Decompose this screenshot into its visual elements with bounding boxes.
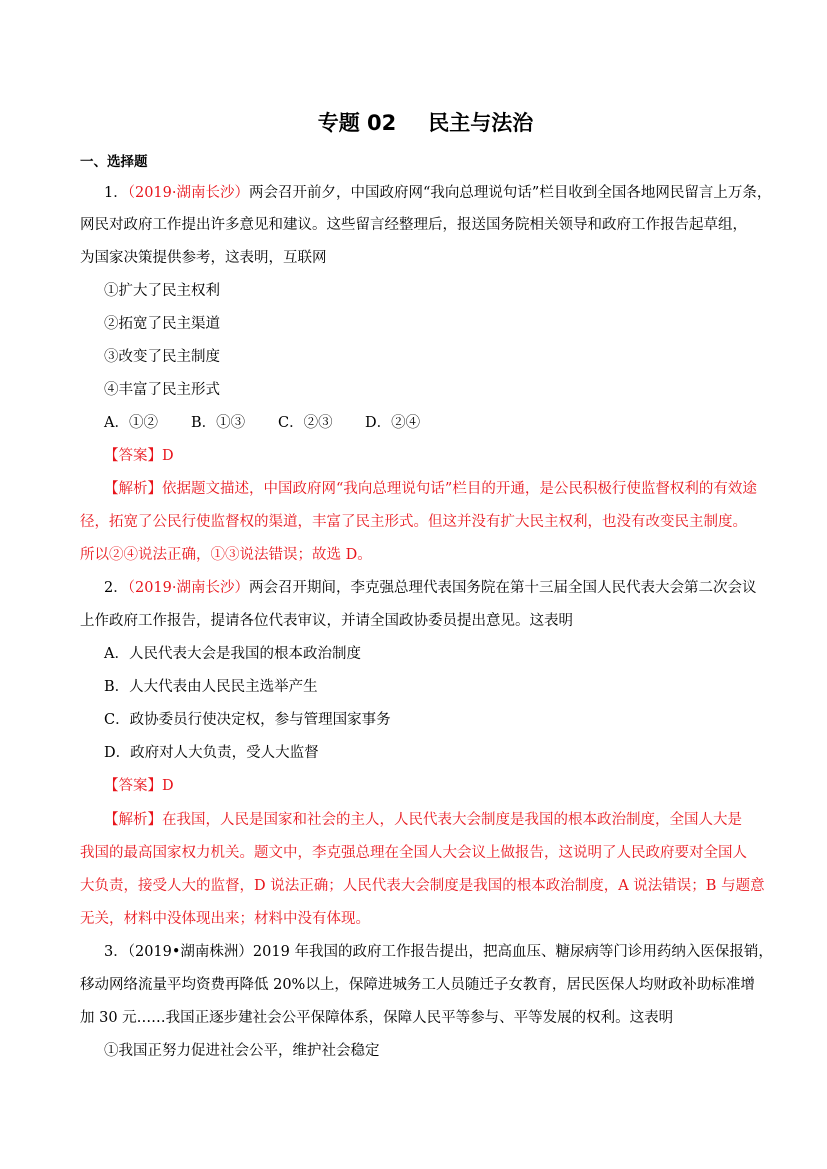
q1-source: （2019·湖南长沙）: [127, 185, 249, 201]
q1-statement-4: ④丰富了民主形式: [104, 382, 220, 398]
q3-line-3: 加 30 元……我国正逐步建社会公平保障体系，保障人民平等参与、平等发展的权利。这表明: [80, 1010, 674, 1026]
q1-line-2: 网民对政府工作提出许多意见和建议。这些留言经整理后，报送国务院相关领导和政府工作报告起草组，: [80, 217, 747, 233]
q1-statement-3: ③改变了民主制度: [104, 349, 220, 365]
section-heading: 一、选择题: [80, 154, 148, 170]
q2-option-c: C．政协委员行使决定权，参与管理国家事务: [104, 712, 391, 728]
q2-explanation-text-1: 在我国，人民是国家和社会的主人，人民代表大会制度是我国的根本政治制度，全国人大是: [162, 812, 742, 828]
q2-text-1: 两会召开期间，李克强总理代表国务院在第十三届全国人民代表大会第二次会议: [249, 580, 757, 596]
answer-label: 【答案】: [104, 778, 162, 794]
q2-option-d: D．政府对人大负责，受人大监督: [104, 745, 319, 761]
q1-option-c: C．②③: [278, 415, 333, 431]
q2-source: （2019·湖南长沙）: [127, 580, 249, 596]
q1-statement-2: ②拓宽了民主渠道: [104, 316, 220, 332]
q1-option-d: D．②④: [365, 415, 421, 431]
answer-value: D: [162, 448, 174, 464]
q1-option-b: B．①③: [191, 415, 246, 431]
title-number: 专题 02: [317, 111, 397, 135]
q1-explanation-3: 所以②④说法正确，①③说法错误；故选 D。: [80, 547, 372, 563]
q3-statement-1: ①我国正努力促进社会公平，维护社会稳定: [104, 1043, 380, 1059]
answer-label: 【答案】: [104, 448, 162, 464]
explanation-label: 【解析】: [104, 812, 162, 828]
q1-option-a: A．①②: [104, 415, 158, 431]
answer-value: D: [162, 778, 174, 794]
q1-options: [104, 413, 420, 433]
q1-number: 1．: [104, 185, 128, 201]
q2-explanation-3: 大负责，接受人大的监督，D 说法正确；人民代表大会制度是我国的根本政治制度，A 说法错误；B 与题意: [80, 878, 765, 894]
q3-line-2: 移动网络流量平均资费再降低 20%以上，保障进城务工人员随迁子女教育，居民医保人均财政补助标准增: [80, 977, 755, 993]
q2-explanation-4: 无关，材料中没体现出来；材料中没有体现。: [80, 911, 370, 927]
q1-line-3: 为国家决策提供参考，这表明，互联网: [80, 250, 327, 266]
q1-explanation-1: [104, 479, 757, 499]
q3-line-1: 3．（2019•湖南株洲）2019 年我国的政府工作报告提出，把高血压、糖尿病等门诊用药纳入医保报销，: [104, 944, 773, 960]
q1-explanation-text-1: 依据题文描述，中国政府网“我向总理说句话”栏目的开通，是公民积极行使监督权利的有效途: [162, 481, 757, 497]
q1-explanation-2: 径，拓宽了公民行使监督权的渠道，丰富了民主形式。但这并没有扩大民主权利，也没有改变民主制度。: [80, 514, 747, 530]
q1-answer: [104, 446, 174, 466]
q1-text-1: 两会召开前夕，中国政府网“我向总理说句话”栏目收到全国各地网民留言上万条，: [249, 185, 772, 201]
q1-statement-1: ①扩大了民主权利: [104, 283, 220, 299]
q1-line-1: [104, 183, 771, 203]
q2-number: 2．: [104, 580, 128, 596]
q2-option-a: A．人民代表大会是我国的根本政治制度: [104, 646, 361, 662]
explanation-label: 【解析】: [104, 481, 162, 497]
page-title: [0, 107, 827, 137]
q2-explanation-2: 我国的最高国家权力机关。题文中，李克强总理在全国人大会议上做报告，这说明了人民政府要对全国人: [80, 845, 747, 861]
title-text: 民主与法治: [428, 111, 534, 135]
q2-answer: [104, 776, 174, 796]
q2-line-1: [104, 578, 757, 598]
q2-line-2: 上作政府工作报告，提请各位代表审议，并请全国政协委员提出意见。这表明: [80, 613, 573, 629]
q2-explanation-1: [104, 810, 742, 830]
q2-option-b: B．人大代表由人民民主选举产生: [104, 679, 318, 695]
